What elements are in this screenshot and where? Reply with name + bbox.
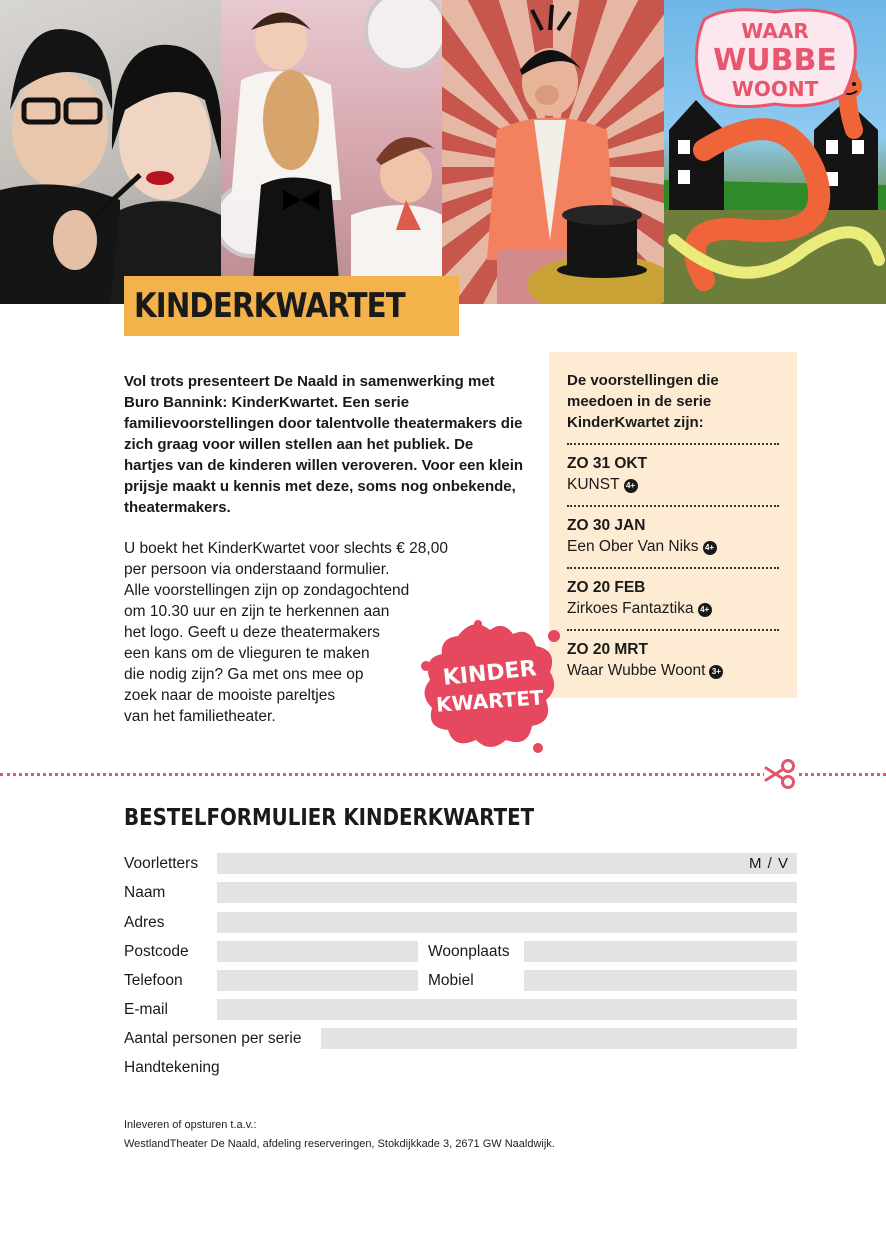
footer-line2: WestlandTheater De Naald, afdeling reserveringen, Stokdijkkade 3, 2671 GW Naaldwijk. [124, 1138, 555, 1150]
cut-line [0, 773, 886, 776]
age-badge: 4+ [698, 603, 712, 617]
poster-title-line2: WUBBE [713, 43, 837, 78]
show-date: ZO 30 JAN [567, 517, 646, 534]
label-voorletters: Voorletters [124, 855, 199, 872]
age-badge: 4+ [703, 541, 717, 555]
page-title: KINDERKWARTET [134, 286, 405, 326]
label-handtekening: Handtekening [124, 1059, 220, 1076]
show-name: Waar Wubbe Woont [567, 662, 706, 679]
label-postcode: Postcode [124, 943, 189, 960]
telefoon-field[interactable] [217, 970, 418, 991]
show-date: ZO 20 MRT [567, 641, 648, 658]
mobiel-field[interactable] [524, 970, 797, 991]
naam-field[interactable] [217, 882, 797, 903]
label-email: E-mail [124, 1001, 168, 1018]
email-field[interactable] [217, 999, 797, 1020]
logo-line1: KINDER [441, 656, 538, 691]
label-woonplaats: Woonplaats [428, 943, 510, 960]
show-item [567, 505, 779, 557]
show-item [567, 443, 779, 495]
poster-title-line1: WAAR [741, 19, 809, 43]
kinderkwartet-logo [418, 616, 560, 754]
page-title-banner [124, 276, 459, 336]
age-badge: 4+ [624, 479, 638, 493]
scissors-icon [764, 758, 798, 790]
show-name: Een Ober Van Niks [567, 538, 699, 555]
photo-zirkoes-fantaztika [442, 0, 664, 304]
age-badge: 3+ [709, 665, 723, 679]
show-name: KUNST [567, 476, 620, 493]
poster-title-line3: WOONT [731, 77, 819, 101]
label-aantal: Aantal personen per serie [124, 1030, 302, 1047]
photo-een-ober-van-niks [221, 0, 442, 304]
shows-heading: De voorstellingen die meedoen in de serie KinderKwartet zijn: [567, 372, 719, 431]
show-date: ZO 31 OKT [567, 455, 648, 472]
shows-panel [549, 352, 797, 698]
show-item [567, 567, 779, 619]
photo-kunst [0, 0, 221, 304]
photo-waar-wubbe-woont [664, 0, 886, 304]
show-item [567, 629, 779, 681]
label-telefoon: Telefoon [124, 972, 183, 989]
label-mobiel: Mobiel [428, 972, 474, 989]
gender-choice[interactable]: M / V [748, 855, 789, 872]
logo-line2: KWARTET [435, 685, 545, 717]
voorletters-field[interactable] [217, 853, 797, 874]
show-date: ZO 20 FEB [567, 579, 646, 596]
footer-note [124, 1116, 555, 1154]
footer-line1: Inleveren of opsturen t.a.v.: [124, 1119, 257, 1131]
postcode-field[interactable] [217, 941, 418, 962]
label-adres: Adres [124, 914, 165, 931]
show-name: Zirkoes Fantaztika [567, 600, 694, 617]
intro-lead: Vol trots presenteert De Naald in samenwerking met Buro Bannink: KinderKwartet. Een serie familievoorstellingen door talentvolle theatermakers die zich graag voor willen stellen aan het publiek. De hartjes van de kinderen willen veroveren. Voor een klein prijsje maakt u kennis met deze, soms nog onbekende, theatermakers. [124, 373, 524, 516]
woonplaats-field[interactable] [524, 941, 797, 962]
form-title: BESTELFORMULIER KINDERKWARTET [124, 805, 535, 831]
intro-body: U boekt het KinderKwartet voor slechts € 28,00 per persoon via onderstaand formulier. Alle voorstellingen zijn op zondagochtend om 10.30 uur en zijn te herkennen aan het logo. Geeft u deze theatermakers een kans om de vlieguren te maken die nodig zijn? Ga met ons mee op zoek naar de mooiste pareltjes van het familietheater. [124, 540, 448, 725]
label-naam: Naam [124, 884, 166, 901]
adres-field[interactable] [217, 912, 797, 933]
aantal-field[interactable] [321, 1028, 797, 1049]
